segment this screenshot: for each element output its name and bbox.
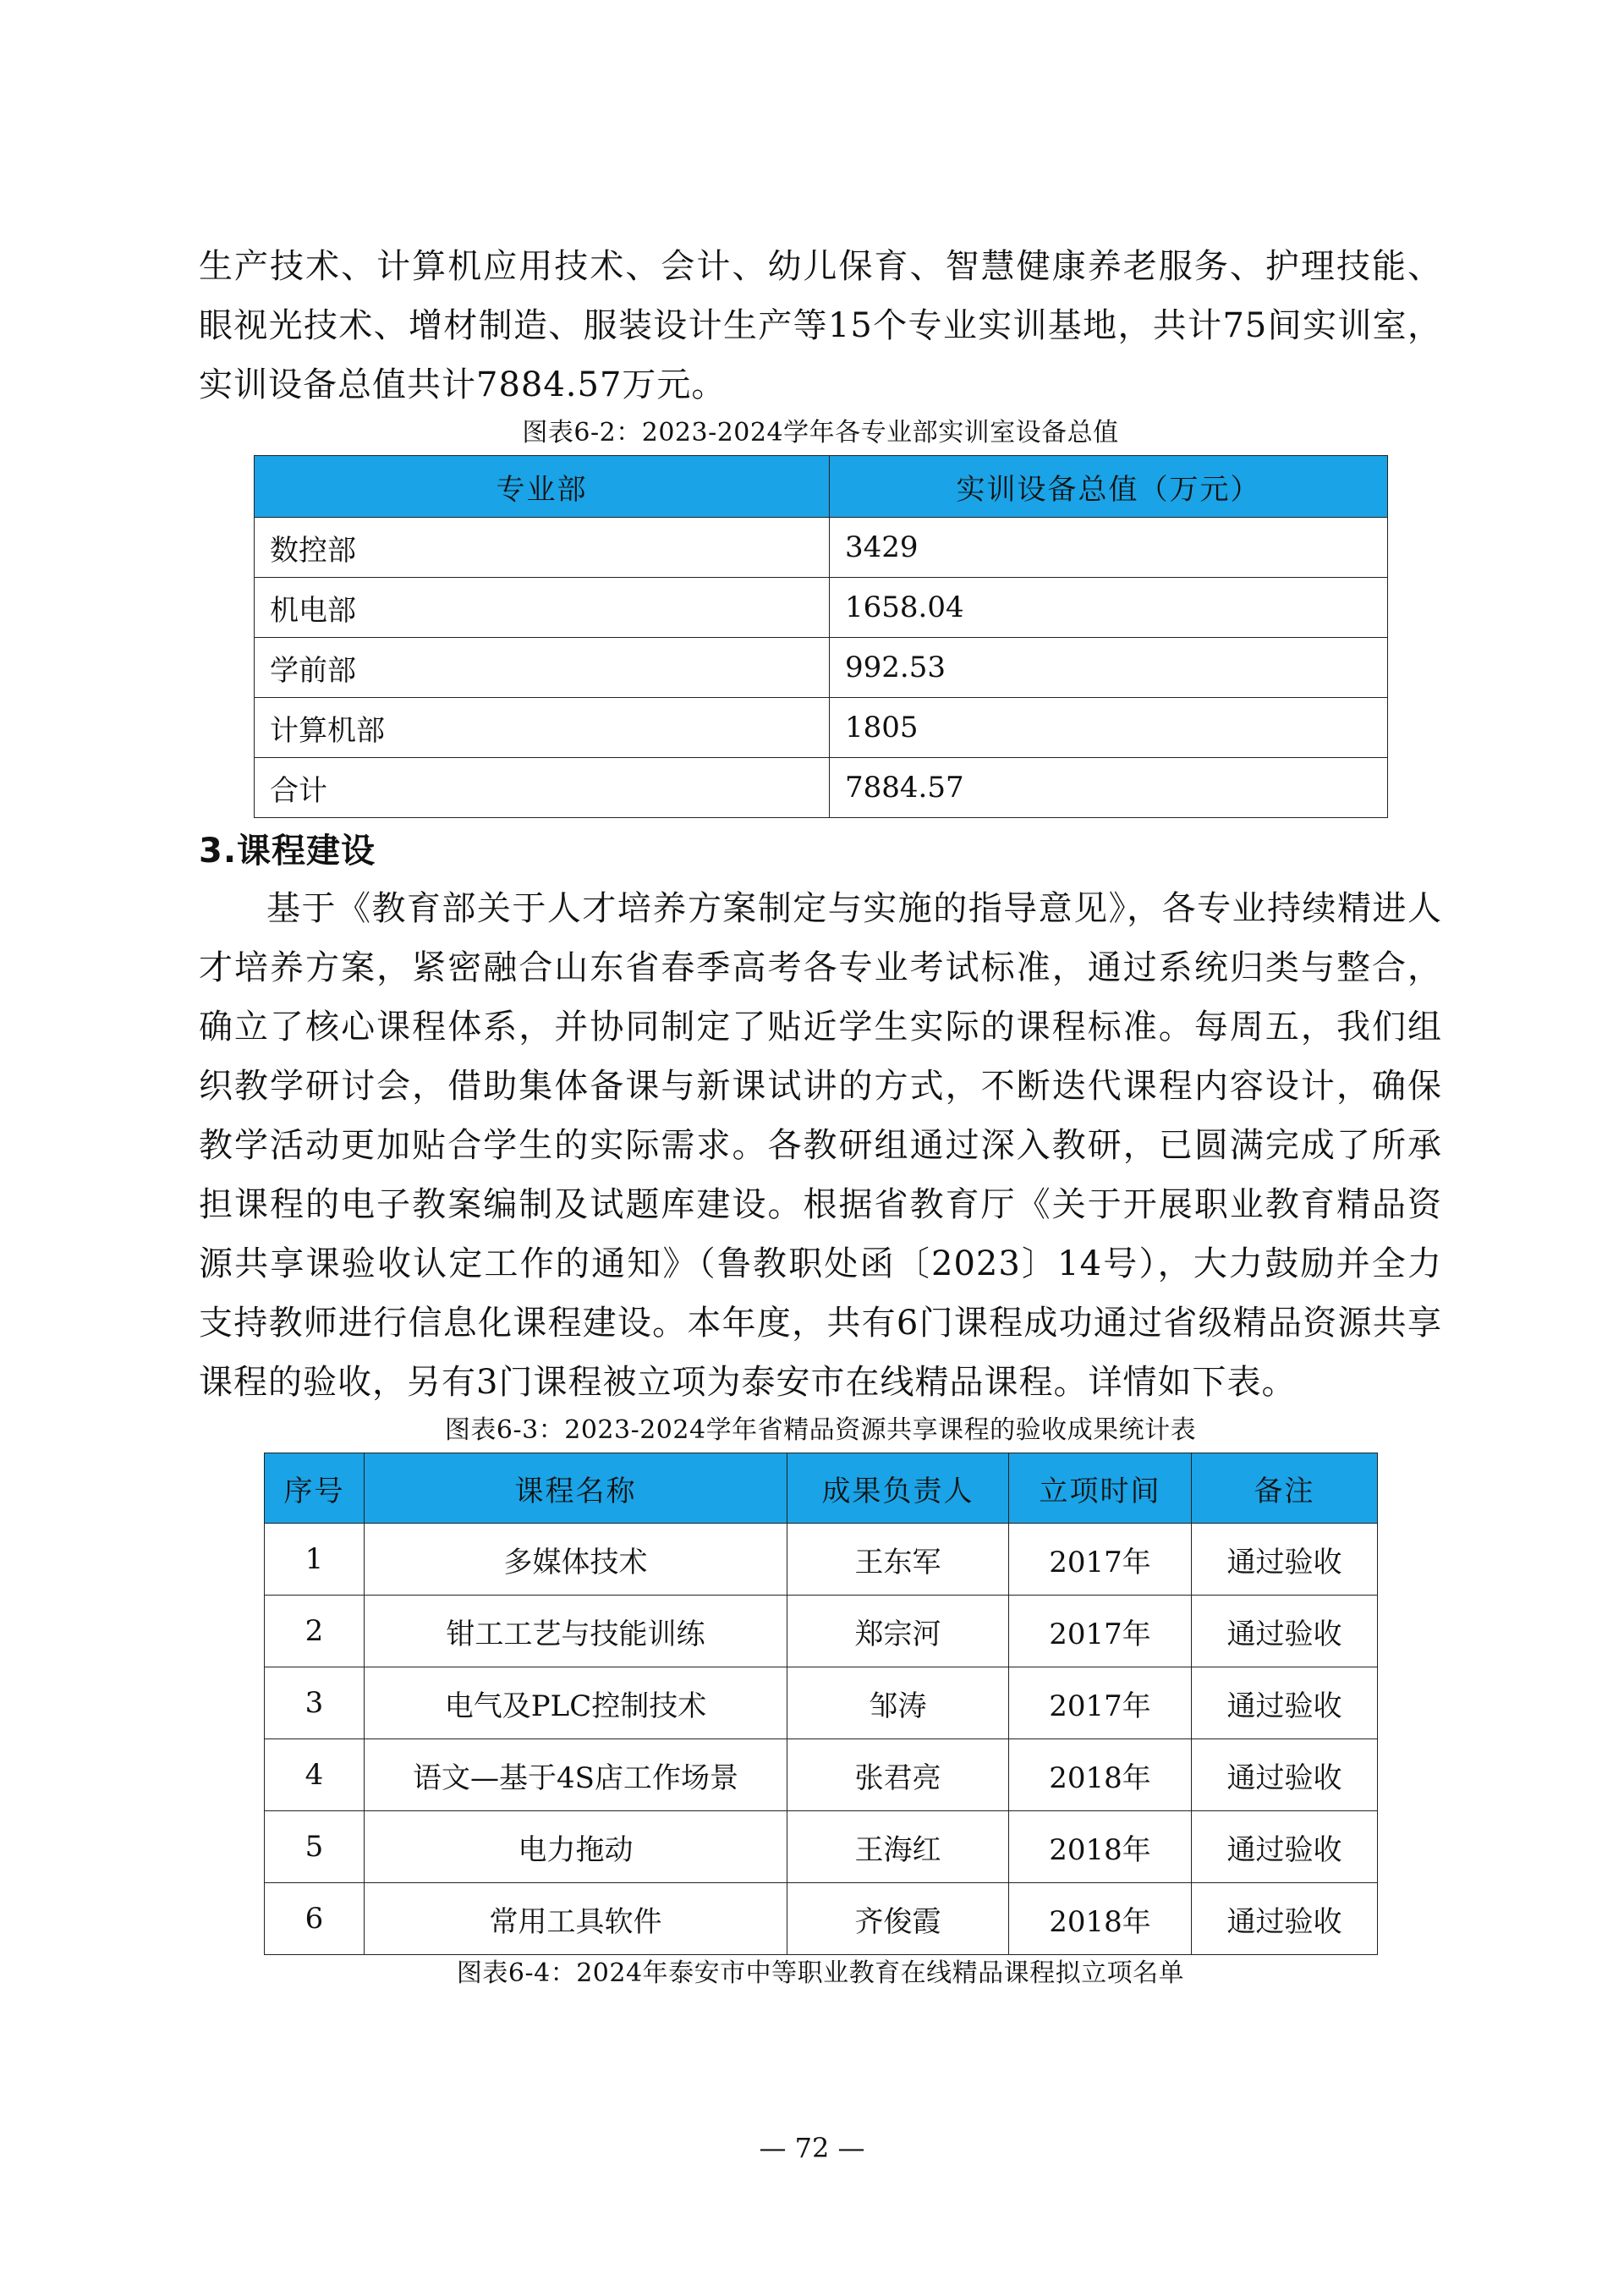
cell-department: 数控部 [255, 518, 830, 578]
cell-number: 1 [265, 1524, 365, 1596]
course-acceptance-table [264, 1453, 1378, 1955]
table-row [265, 1524, 1378, 1596]
cell-owner: 齐俊霞 [787, 1883, 1009, 1955]
cell-value: 7884.57 [830, 758, 1388, 818]
cell-department: 机电部 [255, 578, 830, 638]
table-header-row [265, 1453, 1378, 1524]
cell-year: 2018年 [1009, 1811, 1192, 1883]
table-row [255, 638, 1388, 698]
cell-number: 2 [265, 1596, 365, 1667]
cell-year: 2017年 [1009, 1667, 1192, 1739]
cell-number: 5 [265, 1811, 365, 1883]
cell-number: 3 [265, 1667, 365, 1739]
table-row [265, 1811, 1378, 1883]
table-row [265, 1667, 1378, 1739]
cell-remarks: 通过验收 [1192, 1596, 1378, 1667]
column-header-year: 立项时间 [1009, 1453, 1192, 1524]
cell-course-name: 多媒体技术 [365, 1524, 787, 1596]
cell-owner: 张君亮 [787, 1739, 1009, 1811]
table-header-row [255, 456, 1388, 518]
cell-course-name: 电气及PLC控制技术 [365, 1667, 787, 1739]
column-header-department: 专业部 [255, 456, 830, 518]
cell-year: 2018年 [1009, 1883, 1192, 1955]
cell-value: 1658.04 [830, 578, 1388, 638]
equipment-value-table [254, 455, 1388, 818]
cell-number: 6 [265, 1883, 365, 1955]
cell-course-name: 语文—基于4S店工作场景 [365, 1739, 787, 1811]
column-header-course-name: 课程名称 [365, 1453, 787, 1524]
table3-caption: 图表6-4：2024年泰安市中等职业教育在线精品课程拟立项名单 [456, 1958, 1185, 1988]
table-row [255, 698, 1388, 758]
cell-value: 1805 [830, 698, 1388, 758]
cell-owner: 王海红 [787, 1811, 1009, 1883]
cell-course-name: 常用工具软件 [365, 1883, 787, 1955]
column-header-equipment-value: 实训设备总值（万元） [830, 456, 1388, 518]
table-row-total [255, 758, 1388, 818]
cell-remarks: 通过验收 [1192, 1667, 1378, 1739]
cell-year: 2017年 [1009, 1596, 1192, 1667]
cell-number: 4 [265, 1739, 365, 1811]
paragraph-training-bases: 生产技术、计算机应用技术、会计、幼儿保育、智慧健康养老服务、护理技能、眼视光技术、增材制造、服装设计生产等15个专业实训基地，共计75间实训室，实训设备总值共计7884.57万元。 [199, 247, 1442, 404]
cell-department: 学前部 [255, 638, 830, 698]
cell-course-name: 钳工工艺与技能训练 [365, 1596, 787, 1667]
cell-year: 2017年 [1009, 1524, 1192, 1596]
cell-remarks: 通过验收 [1192, 1524, 1378, 1596]
cell-remarks: 通过验收 [1192, 1883, 1378, 1955]
column-header-owner: 成果负责人 [787, 1453, 1009, 1524]
cell-value: 3429 [830, 518, 1388, 578]
table2-caption: 图表6-3：2023-2024学年省精品资源共享课程的验收成果统计表 [444, 1415, 1197, 1445]
cell-value: 992.53 [830, 638, 1388, 698]
table-row [265, 1596, 1378, 1667]
cell-owner: 王东军 [787, 1524, 1009, 1596]
table1-caption: 图表6-2：2023-2024学年各专业部实训室设备总值 [522, 418, 1119, 448]
table-row [255, 518, 1388, 578]
cell-department: 计算机部 [255, 698, 830, 758]
cell-owner: 邹涛 [787, 1667, 1009, 1739]
cell-remarks: 通过验收 [1192, 1739, 1378, 1811]
column-header-remarks: 备注 [1192, 1453, 1378, 1524]
page-number: — 72 — [759, 2132, 865, 2164]
table-row [265, 1739, 1378, 1811]
table-row [255, 578, 1388, 638]
table-row [265, 1883, 1378, 1955]
cell-year: 2018年 [1009, 1739, 1192, 1811]
cell-owner: 郑宗河 [787, 1596, 1009, 1667]
document-page [199, 237, 1442, 1996]
cell-course-name: 电力拖动 [365, 1811, 787, 1883]
section-heading-curriculum: 3.课程建设 [199, 832, 376, 871]
column-header-number: 序号 [265, 1453, 365, 1524]
cell-remarks: 通过验收 [1192, 1811, 1378, 1883]
cell-department: 合计 [255, 758, 830, 818]
paragraph-curriculum: 基于《教育部关于人才培养方案制定与实施的指导意见》，各专业持续精进人才培养方案，紧密融合山东省春季高考各专业考试标准，通过系统归类与整合，确立了核心课程体系，并协同制定了贴近学生实际的课程标准。每周五，我们组织教学研讨会，借助集体备课与新课试讲的方式，不断迭代课程内容设计，确保教学活动更加贴合学生的实际需求。各教研组通过深入教研，已圆满完成了所承担课程的电子教案编制及试题库建设。根据省教育厅《关于开展职业教育精品资源共享课验收认定工作的通知》（鲁教职处函〔2023〕14号），大力鼓励并全力支持教师进行信息化课程建设。本年度，共有6门课程成功通过省级精品资源共享课程的验收，另有3门课程被立项为泰安市在线精品课程。详情如下表。 [199, 889, 1442, 1402]
